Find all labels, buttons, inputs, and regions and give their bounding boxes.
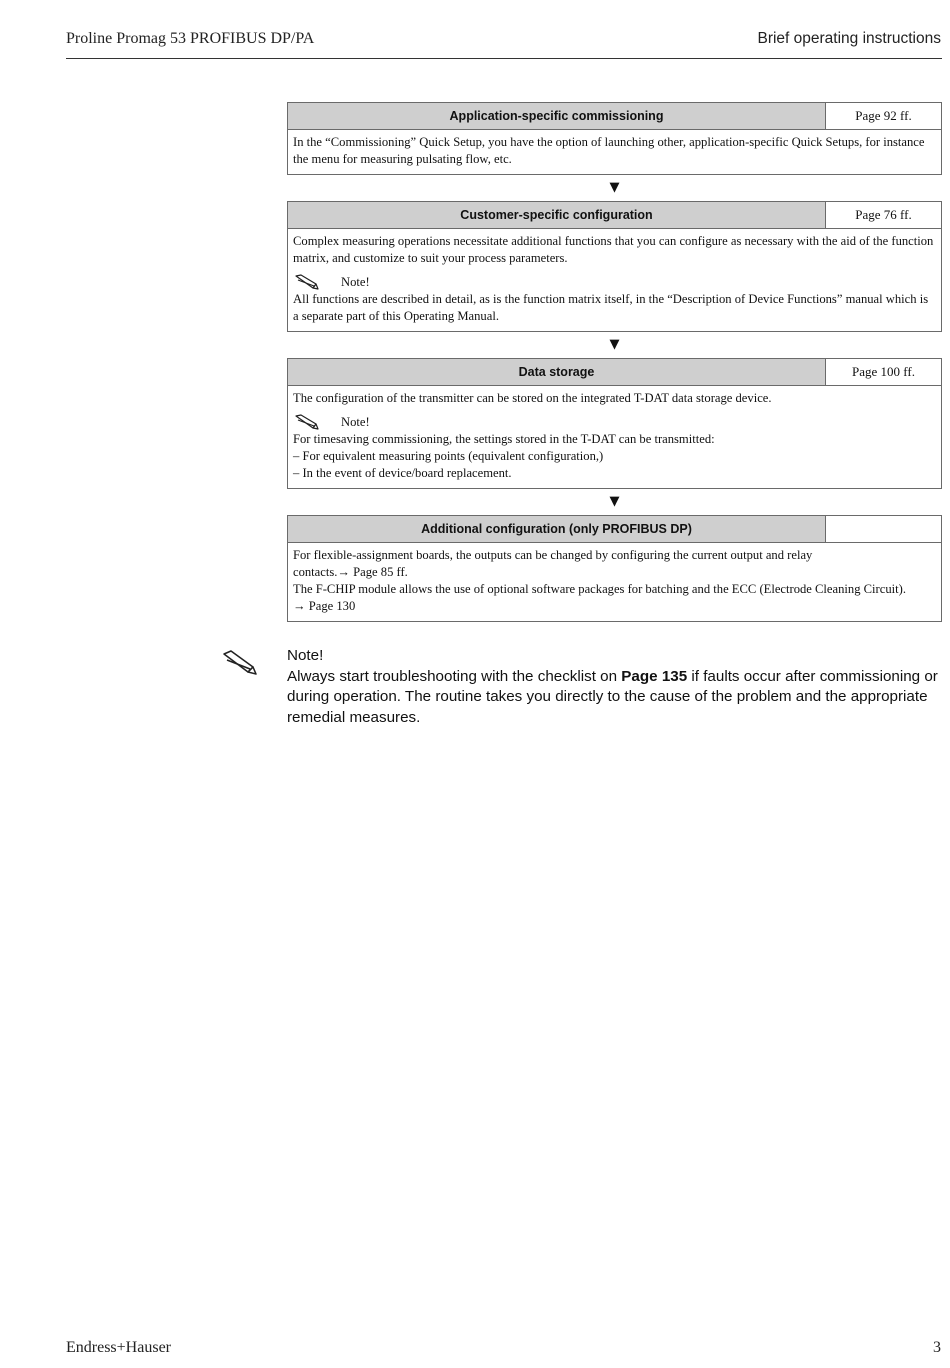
note-text: For timesaving commissioning, the settings stored in the T-DAT can be transmitted: [293,432,715,446]
step-body-line: → Page 130 [293,599,356,613]
pencil-icon [293,274,319,290]
flow-arrow-down-icon: ▼ [609,337,620,352]
footer-page-number: 3 [933,1339,941,1356]
pencil-icon [293,414,319,430]
step-body-line: contacts.→ Page 85 ff. [293,565,408,579]
list-item: – In the event of device/board replacement. [293,466,512,480]
step-header [288,359,941,386]
step-title: Application-specific commissioning [288,103,826,129]
pencil-icon [220,650,258,676]
step-body [288,543,941,621]
commissioning-flowchart [287,102,942,622]
note-label: Note! [287,647,324,664]
note-text-end: if faults occur after commissioning or during operation. The routine takes you directly to the cause of the problem and the appropriate remedial measures. [287,667,938,726]
step-body-text: The configuration of the transmitter can be stored on the integrated T-DAT data storage device. [293,391,772,405]
step-body [288,386,941,488]
note-line [293,413,935,431]
step-header [288,103,941,130]
step-application-specific-commissioning [287,102,942,175]
step-body [288,229,941,331]
note-line [293,273,935,291]
note-text: All functions are described in detail, as is the function matrix itself, in the “Description of Device Functions” manual which is a separate part of this Operating Manual. [293,292,929,323]
step-title: Data storage [288,359,826,385]
page-reference-link: Page 135 [621,667,688,685]
step-data-storage [287,358,942,489]
step-body-text: Complex measuring operations necessitate additional functions that you can configure as necessary with the aid of the function matrix, and customize to suit your process parameters. [293,234,934,265]
step-title: Customer-specific configuration [288,202,826,228]
header-rule [66,58,942,59]
note-label: Note! [341,274,370,289]
step-body-text: In the “Commissioning” Quick Setup, you have the option of launching other, application-specific Quick Setups, for instance the menu for measuring pulsating flow, etc. [293,135,925,166]
step-customer-specific-configuration [287,201,942,332]
step-body-line: The F-CHIP module allows the use of optional software packages for batching and the ECC (Electrode Cleaning Circuit). [293,582,906,596]
step-page-reference: Page 100 ff. [852,364,915,379]
step-title: Additional configuration (only PROFIBUS DP) [288,516,826,542]
step-header [288,516,941,543]
list-item: – For equivalent measuring points (equivalent configuration,) [293,449,604,463]
flow-arrow-down-icon: ▼ [609,494,620,509]
step-body-line: For flexible-assignment boards, the outputs can be changed by configuring the current output and relay [293,548,813,562]
footer-company: Endress+Hauser [66,1339,171,1356]
flow-arrow-down-icon: ▼ [609,180,620,195]
step-body [288,130,941,174]
header-section-title: Brief operating instructions [757,30,941,47]
step-page-reference: Page 92 ff. [855,108,912,123]
header-product-title: Proline Promag 53 PROFIBUS DP/PA [66,30,315,47]
step-additional-configuration [287,515,942,622]
step-page-reference: Page 76 ff. [855,207,912,222]
note-text [287,667,947,729]
troubleshooting-note [287,646,947,728]
step-header [288,202,941,229]
step-page-reference [826,516,941,542]
note-text-start: Always start troubleshooting with the checklist on [287,667,622,685]
note-label: Note! [341,414,370,429]
